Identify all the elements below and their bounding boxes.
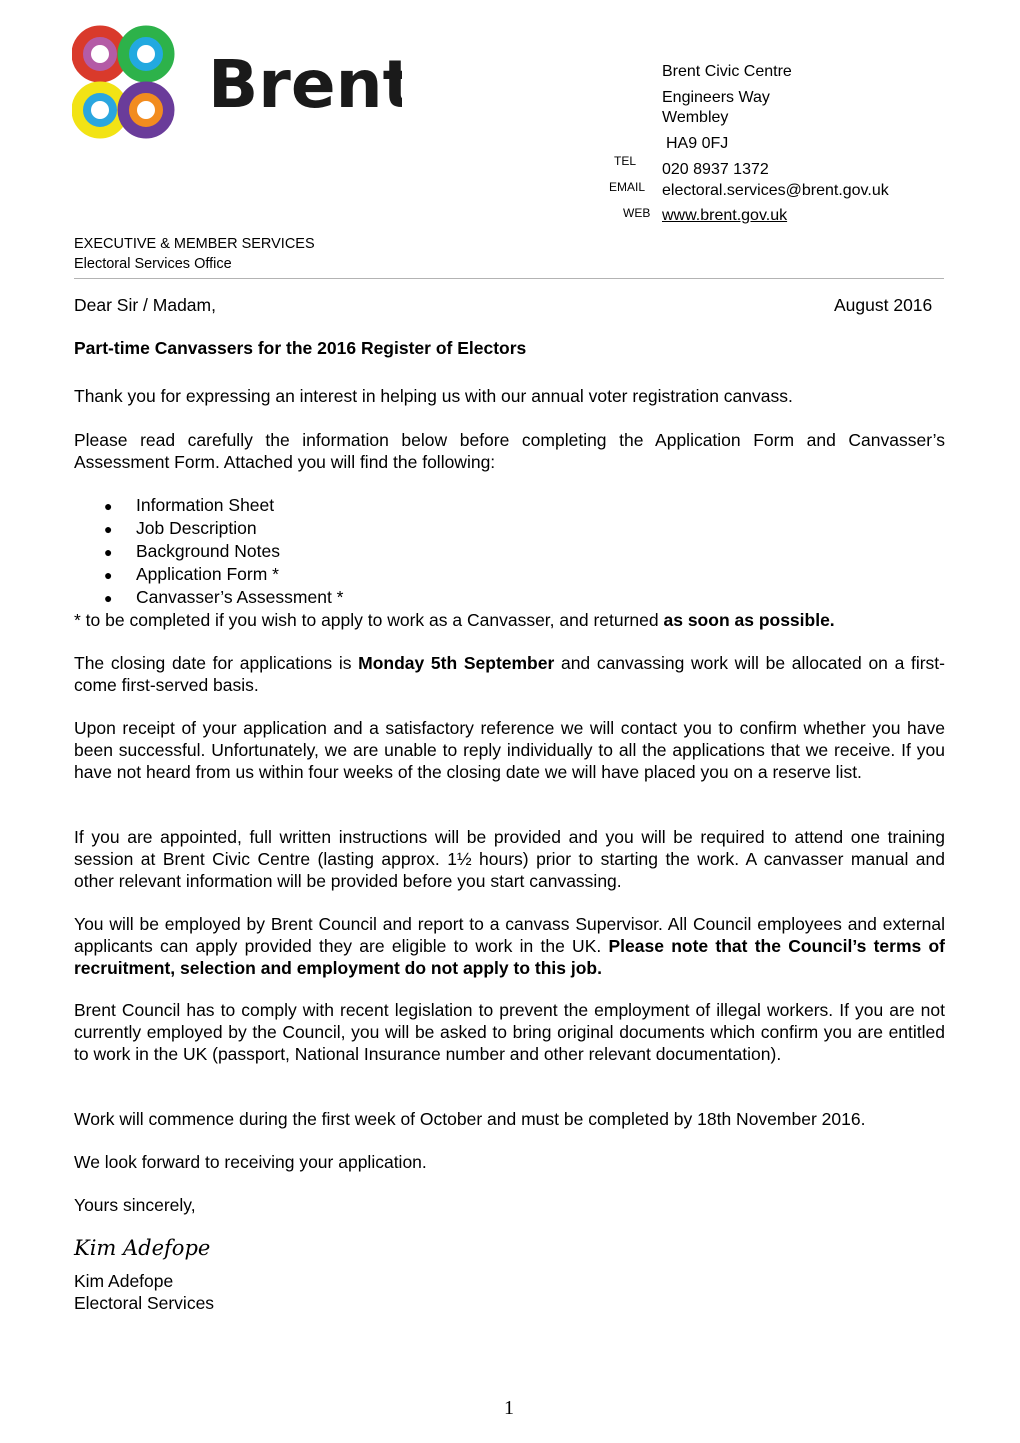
bullet-icon: ●: [104, 544, 113, 560]
bullet-icon: ●: [104, 498, 113, 514]
signatory-name: Kim Adefope: [74, 1271, 174, 1291]
paragraph-closing-date: [74, 652, 945, 696]
paragraph-work-dates: Work will commence during the first week of October and must be completed by 18th November 2016.: [74, 1109, 866, 1129]
paragraph-instructions: Please read carefully the information below before completing the Application Form and Canvasser’s Assessment Form. Attached you will find the following:: [74, 430, 945, 472]
signatory-team: Electoral Services: [74, 1293, 215, 1313]
address-line-1: Brent Civic Centre: [662, 63, 792, 80]
web-label: WEB: [623, 206, 651, 220]
paragraph-appointed: If you are appointed, full written instructions will be provided and you will be required to attend one training session at Brent Civic Centre (lasting approx. 1½ hours) prior to starting the work. A canvasser manual and other relevant information will be provided before you start canvassing.: [74, 827, 945, 891]
paragraph-intro: Thank you for expressing an interest in helping us with our annual voter registration canvass.: [74, 386, 793, 406]
email-label: EMAIL: [609, 180, 646, 194]
brent-logo-mark: [72, 24, 402, 148]
paragraph-look-forward: We look forward to receiving your application.: [74, 1152, 427, 1172]
paragraph-receipt: Upon receipt of your application and a satisfactory reference we will contact you to confirm whether you have been successful. Unfortunately, we are unable to reply individually to all the applications that we receive. If you have not heard from us within four weeks of the closing date we will have placed you on a reserve list.: [74, 718, 945, 782]
department-office: Electoral Services Office: [74, 256, 232, 272]
paragraph-note: [74, 609, 945, 631]
paragraph-legislation: Brent Council has to comply with recent legislation to prevent the employment of illegal workers. If you are not currently employed by the Council, you will be asked to bring original documents which confirm you are entitled to work in the UK (passport, National Insurance number and other relevant documentation).: [74, 1000, 945, 1064]
list-item: [104, 563, 279, 587]
bullet-icon: ●: [104, 567, 113, 583]
sign-off: Yours sincerely,: [74, 1195, 196, 1215]
closing-date: Monday 5th September: [358, 653, 555, 673]
website-link[interactable]: www.brent.gov.uk: [662, 207, 788, 224]
list-item: [104, 494, 274, 518]
tel-number: 020 8937 1372: [662, 161, 769, 178]
brent-logo: [72, 24, 402, 148]
department-name: EXECUTIVE & MEMBER SERVICES: [74, 236, 315, 252]
address-line-2: Engineers Way: [662, 89, 770, 106]
list-item-label: Canvasser’s Assessment *: [136, 587, 344, 607]
address-postcode: HA9 0FJ: [666, 135, 729, 152]
salutation: Dear Sir / Madam,: [74, 295, 216, 315]
header-divider: [74, 278, 944, 279]
list-item-label: Background Notes: [136, 541, 280, 561]
letter-subject: Part-time Canvassers for the 2016 Register of Electors: [74, 338, 527, 358]
email-address: electoral.services@brent.gov.uk: [662, 182, 889, 199]
paragraph-employment: [74, 913, 945, 979]
bullet-icon: ●: [104, 521, 113, 537]
tel-label: TEL: [614, 154, 637, 168]
address-line-3: Wembley: [662, 109, 729, 126]
employment-emphasis: Please note that the Council’s terms of recruitment, selection and employment do not apply to this job.: [74, 936, 945, 978]
list-item: [104, 586, 344, 610]
bullet-icon: ●: [104, 590, 113, 606]
page-number: 1: [504, 1397, 514, 1419]
list-item-label: Information Sheet: [136, 495, 275, 515]
logo-wordmark: Brent: [208, 46, 402, 123]
list-item: [104, 517, 257, 541]
note-emphasis: as soon as possible.: [663, 610, 835, 630]
list-item-label: Application Form *: [136, 564, 279, 584]
handwritten-signature: Kim Adefope: [74, 1236, 211, 1260]
list-item-label: Job Description: [136, 518, 257, 538]
note-text: * to be completed if you wish to apply to work as a Canvasser, and returned: [74, 610, 664, 630]
closing-text-end: and canvassing work will be allocated on a first-come first-served basis.: [74, 653, 945, 695]
letter-date: August 2016: [834, 295, 933, 315]
closing-text: The closing date for applications is: [74, 653, 359, 673]
list-item: [104, 540, 280, 564]
employment-text: You will be employed by Brent Council and report to a canvass Supervisor. All Council employees and external applicants can apply provided they are eligible to work in the UK.: [74, 914, 945, 956]
